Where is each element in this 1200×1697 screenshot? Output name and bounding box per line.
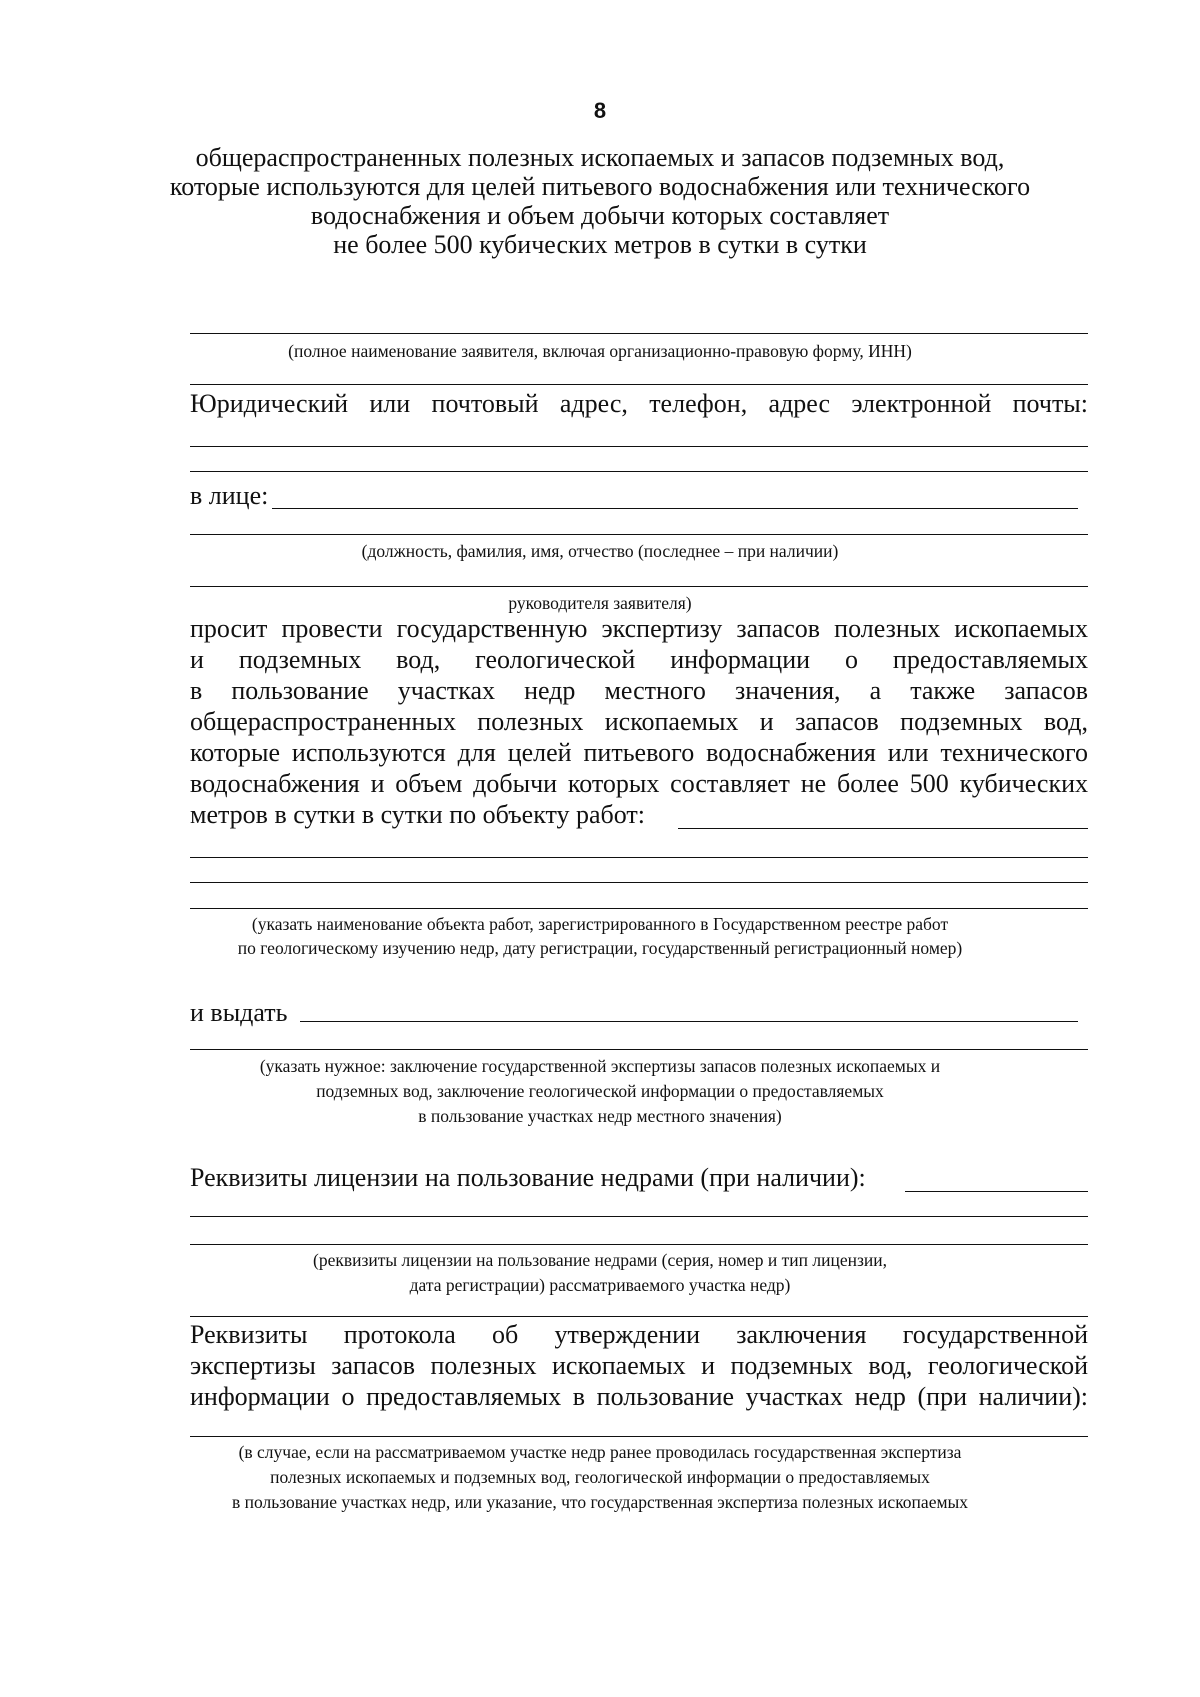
person-caption-1: (должность, фамилия, имя, отчество (последнее – при наличии) — [361, 541, 839, 561]
heading-line-1: общераспространенных полезных ископаемых и запасов подземных вод, — [195, 143, 1005, 172]
request-line-2: и подземных вод, геологической информации о предоставляемых — [190, 645, 1088, 674]
address-field-2[interactable] — [190, 471, 1088, 472]
protocol-caption-3: в пользование участках недр, или указание, что государственная экспертиза полезных ископаемых — [231, 1492, 969, 1512]
object-field-3[interactable] — [190, 882, 1088, 883]
page-number: 8 — [593, 98, 607, 123]
request-line-6: водоснабжения и объем добычи которых составляет не более 500 кубических — [190, 769, 1088, 798]
address-label: Юридический или почтовый адрес, телефон, адрес электронной почты: — [190, 389, 1088, 418]
license-field-3[interactable] — [190, 1244, 1088, 1245]
protocol-line-2: экспертизы запасов полезных ископаемых и подземных вод, геологической — [190, 1351, 1088, 1380]
person-label: в лице: — [190, 481, 269, 510]
license-caption-1: (реквизиты лицензии на пользование недрами (серия, номер и тип лицензии, — [313, 1250, 887, 1270]
object-caption-2: по геологическому изучению недр, дату регистрации, государственный регистрационный номер) — [237, 938, 963, 958]
license-field[interactable] — [905, 1191, 1088, 1192]
person-field[interactable] — [272, 508, 1078, 509]
license-label: Реквизиты лицензии на пользование недрами (при наличии): — [190, 1163, 866, 1192]
heading-line-4: не более 500 кубических метров в сутки в сутки — [333, 230, 867, 259]
license-field-4[interactable] — [190, 1316, 1088, 1317]
object-field[interactable] — [678, 828, 1088, 829]
protocol-line-3: информации о предоставляемых в пользование участках недр (при наличии): — [190, 1382, 1088, 1411]
protocol-caption-2: полезных ископаемых и подземных вод, геологической информации о предоставляемых — [270, 1467, 930, 1487]
object-field-2[interactable] — [190, 857, 1088, 858]
applicant-caption: (полное наименование заявителя, включая организационно-правовую форму, ИНН) — [288, 341, 912, 361]
protocol-caption-1: (в случае, если на рассматриваемом участке недр ранее проводилась государственная экспертиза — [238, 1442, 962, 1462]
object-field-4[interactable] — [190, 908, 1088, 909]
object-caption-1: (указать наименование объекта работ, зарегистрированного в Государственном реестре работ — [251, 914, 949, 934]
protocol-field[interactable] — [190, 1436, 1088, 1437]
request-line-4: общераспространенных полезных ископаемых и запасов подземных вод, — [190, 707, 1088, 736]
request-line-3: в пользование участках недр местного значения, а также запасов — [190, 676, 1088, 705]
protocol-line-1: Реквизиты протокола об утверждении заключения государственной — [190, 1320, 1088, 1349]
person-caption-2: руководителя заявителя) — [508, 593, 692, 613]
person-field-3[interactable] — [190, 586, 1088, 587]
address-field-1[interactable] — [190, 446, 1088, 447]
person-field-2[interactable] — [190, 534, 1088, 535]
license-field-2[interactable] — [190, 1216, 1088, 1217]
applicant-name-field-2[interactable] — [190, 384, 1088, 385]
license-caption-2: дата регистрации) рассматриваемого участка недр) — [409, 1275, 791, 1295]
heading-line-3: водоснабжения и объем добычи которых составляет — [310, 201, 890, 230]
issue-field[interactable] — [300, 1021, 1078, 1022]
request-line-5: которые используются для целей питьевого водоснабжения или технического — [190, 738, 1088, 767]
issue-caption-2: подземных вод, заключение геологической информации о предоставляемых — [316, 1081, 884, 1101]
issue-caption-3: в пользование участках недр местного значения) — [418, 1106, 782, 1126]
issue-caption-1: (указать нужное: заключение государственной экспертизы запасов полезных ископаемых и — [259, 1056, 941, 1076]
request-line-1: просит провести государственную экспертизу запасов полезных ископаемых — [190, 614, 1088, 643]
applicant-name-field[interactable] — [190, 333, 1088, 334]
issue-field-2[interactable] — [190, 1049, 1088, 1050]
heading-line-2: которые используются для целей питьевого водоснабжения или технического — [169, 172, 1031, 201]
request-line-7: метров в сутки в сутки по объекту работ: — [190, 800, 646, 829]
issue-label: и выдать — [190, 998, 288, 1027]
